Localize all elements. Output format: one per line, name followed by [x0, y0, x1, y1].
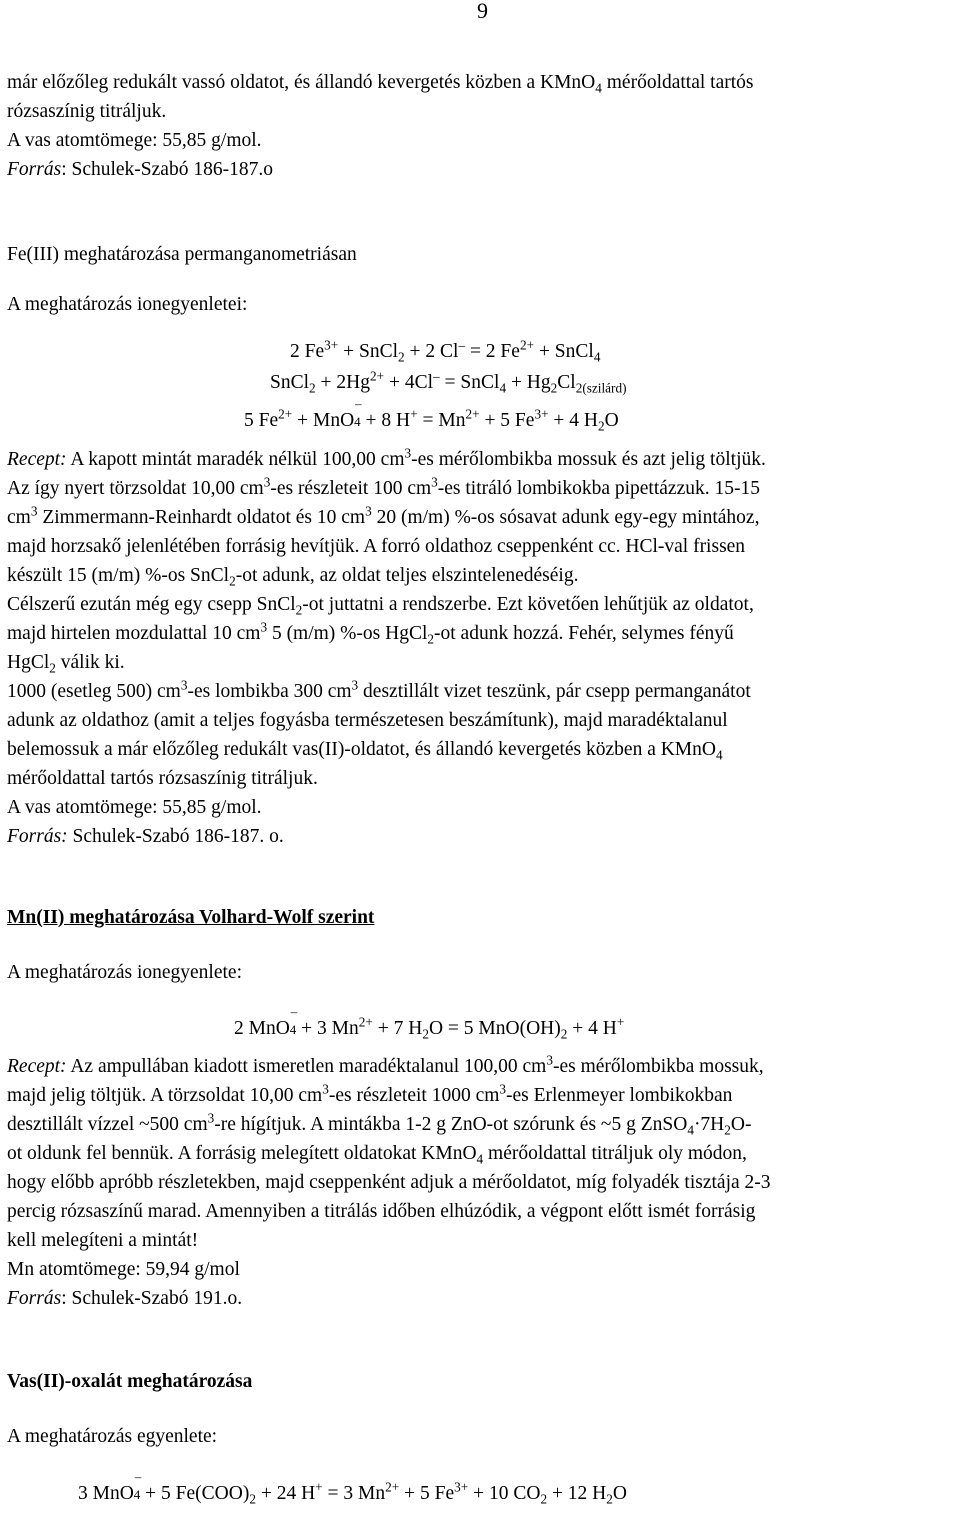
text: -es részleteit 100 cm	[270, 478, 432, 499]
text: mérőoldattal tartós rózsaszínig titráljuk.	[7, 768, 318, 789]
superscript: 3	[351, 677, 359, 693]
superscript: 3	[499, 1081, 507, 1097]
fe-atomic-mass: A vas atomtömege: 55,85 g/mol.	[7, 797, 262, 818]
source-label: Forrás	[7, 1288, 62, 1309]
text: ot oldunk fel bennük. A forrásig melegített oldatokat KMnO	[7, 1143, 477, 1164]
text: Az így nyert törzsoldat 10,00 cm	[7, 478, 264, 499]
section-heading: Mn(II) meghatározása Volhard-Wolf szerint	[7, 907, 375, 928]
intro-line: már előzőleg redukált vassó oldatot, és állandó kevergetés közben a KMnO	[7, 72, 596, 93]
text: -es mérőlombikba mossuk,	[552, 1056, 764, 1077]
intro-line-end: mérőoldattal tartós	[601, 72, 754, 93]
superscript: 3	[30, 503, 38, 519]
page-number: 9	[477, 0, 488, 23]
text: majd hirtelen mozdulattal 10 cm	[7, 623, 261, 644]
text: 20 (m/m) %-os sósavat adunk egy-egy mintához,	[371, 507, 760, 528]
subscript: 4	[476, 1151, 484, 1167]
superscript: 3	[263, 474, 271, 490]
source-label: Forrás	[7, 159, 62, 180]
subscript: 4	[715, 747, 723, 763]
superscript: 3	[404, 445, 412, 461]
text: -es Erlenmeyer lombikokban	[506, 1085, 733, 1106]
text: majd jelig töltjük. A törzsoldat 10,00 cm	[7, 1085, 323, 1106]
subscript: 2	[427, 631, 435, 647]
equation-2: SnCl$_2$ + $2Hg^{2+} + 4Cl^-$ = SnCl$_4$ + $Hg_2Cl_{2(szilárd)}$	[270, 368, 627, 396]
text: -es titráló lombikokba pipettázzuk. 15-15	[437, 478, 760, 499]
equation-mn: 2 MnO – 4 + 3 $Mn^{2+} + 7$ $H_2O = 5$ $MnO(OH)_2 + 4$ H+	[234, 1004, 625, 1042]
recipe-label: Recept:	[7, 449, 67, 470]
subscript: 2	[49, 660, 56, 676]
fe3-recipe	[7, 445, 957, 851]
text: Célszerű ezután még egy csepp SnCl	[7, 594, 296, 615]
text: 5 (m/m) %-os HgCl	[267, 623, 428, 644]
intro-line: rózsaszínig titráljuk.	[7, 101, 167, 122]
source-text: : Schulek-Szabó 191.o.	[61, 1288, 243, 1309]
subscript: 2	[229, 573, 236, 589]
section-heading: Vas(II)-oxalát meghatározása	[7, 1371, 253, 1392]
text: belemossuk a már előzőleg redukált vas(II)-oldatot, és állandó kevergetés közben a KMnO	[7, 739, 716, 760]
text: 1000 (esetleg 500) cm	[7, 681, 181, 702]
text: -ot adunk, az oldat teljes elszintelenedéséig.	[235, 565, 579, 586]
recipe-label: Recept:	[7, 1056, 67, 1077]
text: adunk az oldathoz (amit a teljes fogyásba természetesen beszámítunk), majd maradéktalanul	[7, 710, 728, 731]
superscript: 3	[546, 1052, 553, 1068]
text: HgCl	[7, 652, 50, 673]
superscript: 3	[207, 1110, 215, 1126]
text: -ot adunk hozzá. Fehér, selymes fényű	[434, 623, 734, 644]
subscript: 2	[295, 602, 303, 618]
text: desztillált vízzel ~500 cm	[7, 1114, 208, 1135]
source-text: Schulek-Szabó 186-187. o.	[67, 826, 284, 847]
text: percig rózsaszínű marad. Amennyiben a titrálás időben elhúzódik, a végpont előtt ismét forrásig	[7, 1201, 756, 1222]
text: -es lombikba 300 cm	[187, 681, 352, 702]
text: -es részleteit 1000 cm	[328, 1085, 500, 1106]
text: mérőoldattal titráljuk oly módon,	[483, 1143, 747, 1164]
source-label: Forrás:	[7, 826, 68, 847]
mn2-recipe	[7, 1052, 957, 1313]
superscript: 3	[180, 677, 188, 693]
equation-3: 5 $Fe^{2+}$ + MnO – 4 + 8 $H^+ = Mn^{2+} + 5$ $Fe^{3+} + 4$ $H_2O$	[244, 396, 619, 434]
text: -re hígítjuk. A mintákba 1-2 g ZnO-ot szórunk és ~5 g ZnSO	[214, 1114, 688, 1135]
equation-oxalate: 3 MnO – 4 + 5 $Fe(COO)_2 + 24$ H+ = 3 $Mn^{2+} + 5$ $Fe^{3+} + 10$ $CO_2 + 12$ $H_2O$	[78, 1469, 627, 1507]
superscript: 3	[431, 474, 438, 490]
text: válik ki.	[55, 652, 125, 673]
superscript: 3	[322, 1081, 329, 1097]
text: hogy előbb apróbb részletekben, majd cseppenként adjuk a mérőoldatot, míg folyadék tisztája 2-3	[7, 1172, 771, 1193]
subscript: 2	[724, 1122, 731, 1138]
section-heading: Fe(III) meghatározása permanganometriásan	[7, 244, 357, 265]
text: -es mérőlombikba mossuk és azt jelig töltjük.	[411, 449, 766, 470]
mn-atomic-mass: Mn atomtömege: 59,94 g/mol	[7, 1259, 240, 1280]
equation-label: A meghatározás ionegyenlete:	[7, 962, 242, 983]
text: Az ampullában kiadott ismeretlen maradéktalanul 100,00 cm	[66, 1056, 547, 1077]
superscript: 3	[365, 503, 372, 519]
subscript: 4	[595, 80, 602, 96]
superscript: 3	[260, 619, 268, 635]
text: desztillált vizet teszünk, pár csepp permanganátot	[358, 681, 751, 702]
intro-atomic-mass: A vas atomtömege: 55,85 g/mol.	[7, 130, 262, 151]
text: Zimmermann-Reinhardt oldatot és 10 cm	[37, 507, 366, 528]
source-text: : Schulek-Szabó 186-187.o	[61, 159, 273, 180]
text: cm	[7, 507, 31, 528]
subscript: 4	[687, 1122, 694, 1138]
intro-paragraph	[7, 68, 957, 184]
equation-1: 2 $Fe^{3+}$ + SnCl$_2$ + 2 Cl– = 2 $Fe^{2+}$ + SnCl$_4$	[290, 337, 601, 365]
equation-label: A meghatározás ionegyenletei:	[7, 294, 248, 315]
text: -ot juttatni a rendszerbe. Ezt követően lehűtjük az oldatot,	[302, 594, 754, 615]
text: ·7H	[693, 1114, 725, 1135]
text: majd horzsakő jelenlétében forrásig hevítjük. A forró oldathoz cseppenként cc. HCl-val frissen	[7, 536, 746, 557]
text: készült 15 (m/m) %-os SnCl	[7, 565, 230, 586]
text: O-	[730, 1114, 752, 1135]
equation-label: A meghatározás egyenlete:	[7, 1426, 218, 1447]
text: A kapott mintát maradék nélkül 100,00 cm	[70, 449, 405, 470]
text: kell melegíteni a mintát!	[7, 1230, 199, 1251]
